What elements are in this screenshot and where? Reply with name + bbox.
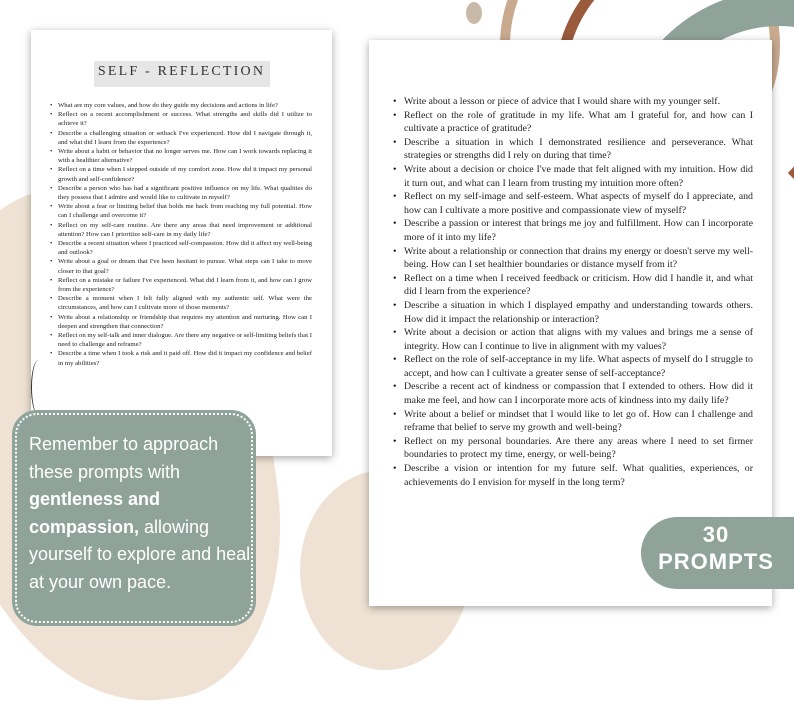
page-title: SELF - REFLECTION [97, 64, 266, 79]
sand-dot-decoration [466, 2, 482, 24]
prompt-item: • Write about a belief or mindset that I would like to let go of. How can I challenge and reframe that belief to serve my growth and well-being? [393, 408, 753, 435]
right-prompt-list [393, 95, 753, 489]
prompt-item: • Write about a decision or action that aligns with my values and brings me a sense of integrity. How can I continue to live in alignment with my values? [393, 326, 753, 353]
prompt-count-badge [641, 517, 794, 589]
prompt-item: • Reflect on my self-care routine. Are there any areas that need improvement or additional attention? How can I prioritize self-care in my daily life? [50, 221, 312, 239]
prompt-item: • Describe a vision or intention for my future self. What qualities, experiences, or achievements do I envision for myself in the long term? [393, 462, 753, 489]
prompt-item: • Write about a habit or behavior that no longer serves me. How can I work towards replacing it with a healthier alternative? [50, 147, 312, 165]
badge-label: PROMPTS [658, 549, 774, 574]
prompt-item: • Describe a moment when I felt fully aligned with my authentic self. What were the circumstances, and how can I cultivate more of those moments? [50, 294, 312, 312]
prompt-item: • Reflect on a recent accomplishment or success. What strengths and skills did I utilize to achieve it? [50, 110, 312, 128]
prompt-item: • Reflect on a time when I received feedback or criticism. How did I handle it, and what did I learn from the experience? [393, 272, 753, 299]
prompt-item: • What are my core values, and how do they guide my decisions and actions in life? [50, 101, 312, 110]
prompt-item: • Reflect on the role of gratitude in my life. What am I grateful for, and how can I cultivate a practice of gratitude? [393, 109, 753, 136]
prompt-item: • Reflect on my self-image and self-esteem. What aspects of myself do I appreciate, and how can I cultivate a more positive and compassionate view of myself? [393, 190, 753, 217]
prompt-item: • Describe a situation in which I demonstrated resilience and perseverance. What strategies or strengths did I rely on during that time? [393, 136, 753, 163]
reminder-text-bold: gentleness and compassion, [29, 489, 161, 537]
reminder-text-end: allowing yourself to explore and heal at your own pace. [29, 516, 251, 592]
badge-number: 30 [702, 522, 730, 547]
prompt-item: • Reflect on a mistake or failure I've experienced. What did I learn from it, and how can I grow from the experience? [50, 276, 312, 294]
prompt-item: • Reflect on my self-talk and inner dialogue. Are there any negative or self-limiting beliefs that I need to challenge and reframe? [50, 331, 312, 349]
prompt-item: • Write about a goal or dream that I've been hesitant to pursue. What steps can I take to move closer to that goal? [50, 257, 312, 275]
reminder-card [15, 413, 253, 623]
prompt-item: • Write about a decision or choice I've made that felt aligned with my intuition. How did it turn out, and what can I learn from trusting my intuition more often? [393, 163, 753, 190]
reminder-text [29, 431, 251, 596]
prompt-item: • Describe a recent situation where I practiced self-compassion. How did it affect my well-being and outlook? [50, 239, 312, 257]
prompt-item: • Describe a time when I took a risk and it paid off. How did it impact my confidence and belief in my abilities? [50, 349, 312, 367]
prompt-item: • Describe a situation in which I displayed empathy and understanding towards others. How did it impact the relationship or interaction? [393, 299, 753, 326]
doodle-line-decoration [31, 360, 46, 415]
prompt-item: • Write about a relationship or connection that drains my energy or doesn't serve my well-being. How can I set healthier boundaries or distance myself from it? [393, 245, 753, 272]
prompt-item: • Reflect on a time when I stepped outside of my comfort zone. How did it impact my personal growth and self-confidence? [50, 165, 312, 183]
prompt-item: • Reflect on my personal boundaries. Are there any areas where I need to set firmer boundaries to protect my time, energy, or well-being? [393, 435, 753, 462]
prompt-item: • Write about a lesson or piece of advice that I would share with my younger self. [393, 95, 753, 109]
prompt-item: • Write about a fear or limiting belief that holds me back from reaching my full potential. How can I challenge and overcome it? [50, 202, 312, 220]
prompt-item: • Describe a person who has had a significant positive influence on my life. What qualities do they possess that I admire and would like to cultivate in myself? [50, 184, 312, 202]
prompt-item: • Describe a recent act of kindness or compassion that I extended to others. How did it make me feel, and how can I incorporate more acts of kindness into my daily life? [393, 380, 753, 407]
prompt-item: • Describe a challenging situation or setback I've experienced. How did I navigate through it, and what did I learn from the experience? [50, 129, 312, 147]
left-prompt-list [50, 101, 312, 368]
prompt-item: • Reflect on the role of self-acceptance in my life. What aspects of myself do I struggle to accept, and how can I cultivate a greater sense of self-acceptance? [393, 353, 753, 380]
reminder-text-start: Remember to approach these prompts with [29, 434, 219, 482]
prompt-item: • Describe a passion or interest that brings me joy and fulfillment. How can I incorporate more of it into my life? [393, 217, 753, 244]
left-worksheet-page [31, 30, 332, 456]
prompt-item: • Write about a relationship or friendship that requires my attention and nurturing. How can I deepen and strengthen that connection? [50, 313, 312, 331]
